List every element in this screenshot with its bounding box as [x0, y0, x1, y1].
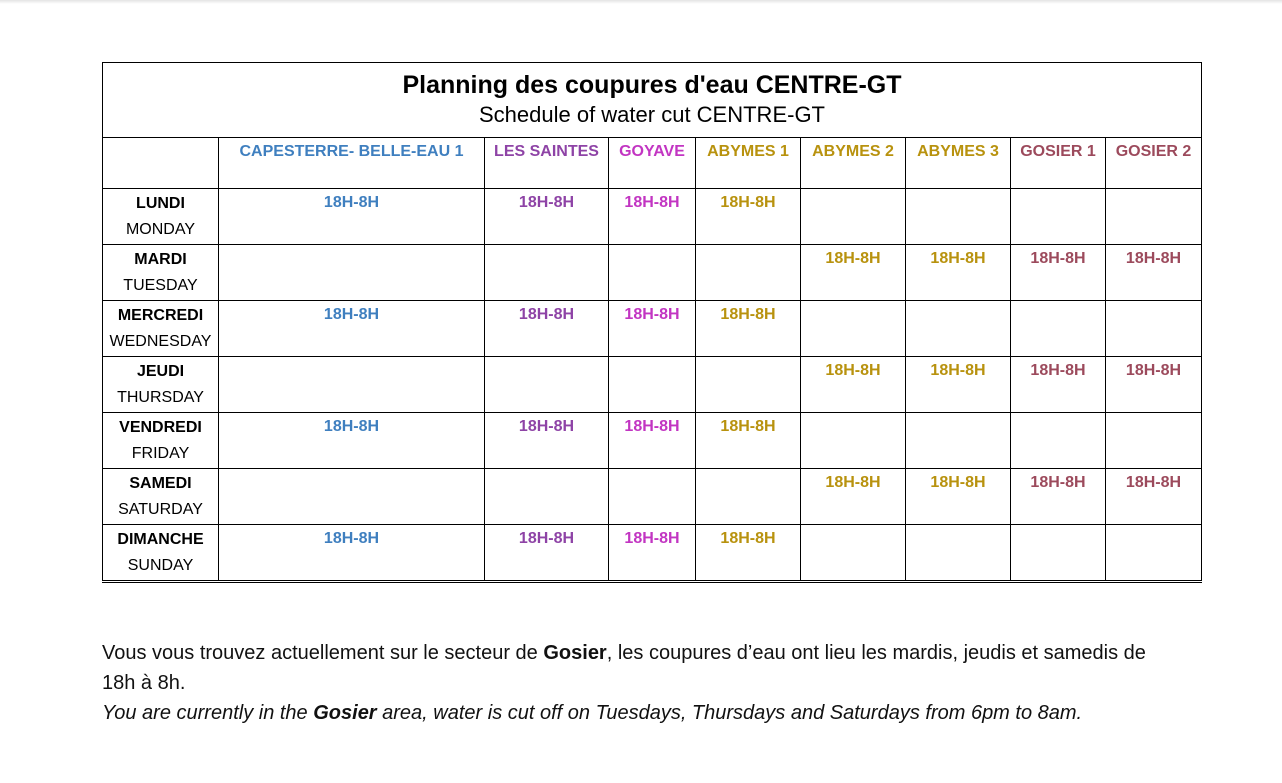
note-fr-sector: Gosier — [543, 642, 607, 664]
schedule-cell: 18H-8H — [801, 469, 906, 525]
note-french — [102, 638, 1162, 698]
schedule-cell: 18H-8H — [696, 189, 801, 245]
schedule-cell — [485, 469, 609, 525]
column-header: GOSIER 1 — [1011, 138, 1106, 189]
note-english — [102, 698, 1162, 728]
schedule-cell — [219, 245, 485, 301]
schedule-cell — [485, 357, 609, 413]
day-name-fr: MARDI — [134, 251, 187, 268]
schedule-cell: 18H-8H — [485, 189, 609, 245]
day-row — [103, 413, 1202, 469]
schedule-cell — [1011, 301, 1106, 357]
schedule-cell: 18H-8H — [801, 245, 906, 301]
column-header: GOYAVE — [609, 138, 696, 189]
schedule-cell — [219, 357, 485, 413]
schedule-cell — [696, 469, 801, 525]
day-row — [103, 245, 1202, 301]
day-name-fr: LUNDI — [136, 195, 185, 212]
schedule-cell — [1106, 301, 1202, 357]
day-cell — [103, 525, 219, 582]
day-name-en: WEDNESDAY — [109, 333, 212, 350]
schedule-cell: 18H-8H — [219, 413, 485, 469]
schedule-cell: 18H-8H — [219, 301, 485, 357]
column-header: GOSIER 2 — [1106, 138, 1202, 189]
schedule-cell: 18H-8H — [219, 189, 485, 245]
schedule-cell: 18H-8H — [696, 525, 801, 582]
schedule-cell — [801, 525, 906, 582]
day-row — [103, 189, 1202, 245]
day-cell — [103, 357, 219, 413]
column-header: ABYMES 1 — [696, 138, 801, 189]
schedule-cell — [696, 357, 801, 413]
schedule-cell: 18H-8H — [906, 245, 1011, 301]
note-en-after: area, water is cut off on Tuesdays, Thursdays and Saturdays from 6pm to 8am. — [376, 702, 1083, 724]
schedule-cell: 18H-8H — [801, 357, 906, 413]
schedule-cell — [1106, 189, 1202, 245]
schedule-cell: 18H-8H — [609, 301, 696, 357]
schedule-cell — [609, 357, 696, 413]
schedule-cell — [801, 301, 906, 357]
note-fr-after: , les coupures d’eau ont lieu les mardis, jeudis et samedis de 18h à 8h. — [102, 642, 1146, 694]
day-cell — [103, 245, 219, 301]
day-cell — [103, 413, 219, 469]
day-name-fr: MERCREDI — [117, 307, 204, 324]
schedule-subtitle: Schedule of water cut CENTRE-GT — [478, 102, 825, 127]
schedule-cell: 18H-8H — [1106, 357, 1202, 413]
schedule-cell: 18H-8H — [485, 525, 609, 582]
schedule-cell — [1011, 413, 1106, 469]
day-row — [103, 357, 1202, 413]
schedule-cell: 18H-8H — [1011, 245, 1106, 301]
column-header-row — [103, 138, 1202, 189]
schedule-cell — [906, 301, 1011, 357]
column-header: ABYMES 2 — [801, 138, 906, 189]
day-cell — [103, 301, 219, 357]
schedule-cell: 18H-8H — [1106, 469, 1202, 525]
day-name-en: FRIDAY — [131, 445, 190, 462]
schedule-cell — [906, 189, 1011, 245]
schedule-cell — [906, 413, 1011, 469]
schedule-cell: 18H-8H — [609, 189, 696, 245]
day-name-en: THURSDAY — [117, 389, 204, 406]
schedule-cell: 18H-8H — [696, 301, 801, 357]
schedule-cell: 18H-8H — [1106, 245, 1202, 301]
sector-note — [102, 638, 1162, 728]
schedule-cell — [906, 525, 1011, 582]
schedule-cell — [219, 469, 485, 525]
day-name-en: SATURDAY — [118, 501, 203, 518]
day-row — [103, 469, 1202, 525]
schedule-cell — [485, 245, 609, 301]
note-fr-before: Vous vous trouvez actuellement sur le secteur de — [102, 642, 544, 664]
day-name-en: MONDAY — [125, 221, 196, 238]
schedule-cell — [1106, 413, 1202, 469]
column-header: LES SAINTES — [485, 138, 609, 189]
schedule-cell: 18H-8H — [485, 301, 609, 357]
day-cell — [103, 189, 219, 245]
day-name-en: TUESDAY — [123, 277, 198, 294]
schedule-cell: 18H-8H — [906, 469, 1011, 525]
schedule-cell — [1011, 189, 1106, 245]
schedule-cell: 18H-8H — [609, 413, 696, 469]
schedule-title-cell — [103, 63, 1202, 138]
corner-cell — [103, 138, 219, 189]
column-header: ABYMES 3 — [906, 138, 1011, 189]
schedule-cell: 18H-8H — [1011, 469, 1106, 525]
page-top-edge — [0, 0, 1282, 4]
day-name-fr: SAMEDI — [129, 475, 192, 492]
water-cut-schedule-table — [102, 62, 1202, 583]
schedule-cell: 18H-8H — [906, 357, 1011, 413]
schedule-cell — [609, 469, 696, 525]
column-header: CAPESTERRE- BELLE-EAU 1 — [219, 138, 485, 189]
schedule-cell: 18H-8H — [485, 413, 609, 469]
day-rows — [103, 189, 1202, 582]
schedule-cell: 18H-8H — [609, 525, 696, 582]
schedule-cell: 18H-8H — [696, 413, 801, 469]
schedule-cell — [1106, 525, 1202, 582]
day-row — [103, 525, 1202, 582]
schedule-cell: 18H-8H — [219, 525, 485, 582]
note-en-sector: Gosier — [313, 702, 377, 724]
note-en-before: You are currently in the — [102, 702, 314, 724]
day-name-en: SUNDAY — [127, 557, 194, 574]
schedule-cell — [696, 245, 801, 301]
schedule-cell — [801, 189, 906, 245]
schedule-cell — [609, 245, 696, 301]
schedule-cell — [1011, 525, 1106, 582]
schedule-cell — [801, 413, 906, 469]
day-row — [103, 301, 1202, 357]
day-cell — [103, 469, 219, 525]
day-name-fr: VENDREDI — [119, 419, 202, 436]
day-name-fr: DIMANCHE — [117, 531, 204, 548]
schedule-title: Planning des coupures d'eau CENTRE-GT — [402, 71, 902, 99]
day-name-fr: JEUDI — [136, 363, 185, 380]
schedule-cell: 18H-8H — [1011, 357, 1106, 413]
